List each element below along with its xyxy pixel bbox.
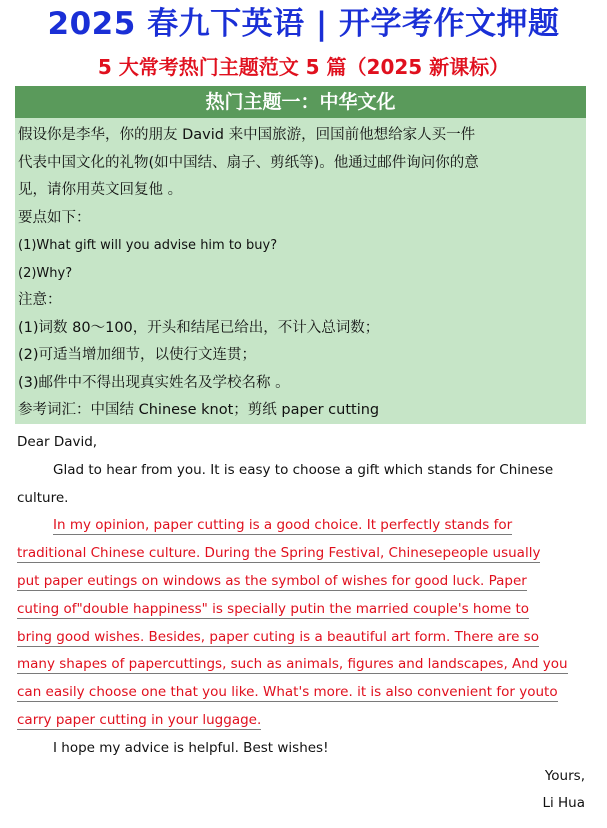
prompt-line: (1)词数 80～100，开头和结尾已给出，不计入总词数； [18,319,380,336]
prompt-line: 参考词汇：中国结 Chinese knot；剪纸 paper cutting [18,402,380,418]
prompt-line: 代表中国文化的礼物(如中国结、扇子、剪纸等)。他通过邮件询问你的意 [18,154,479,171]
letter-body-line: many shapes of papercuttings, such as animals, figures and landscapes, And you [17,656,568,673]
prompt-text [18,122,584,425]
prompt-line: 假设你是李华，你的朋友 David 来中国旅游，回国前他想给家人买一件 [18,127,476,143]
prompt-line: 注意： [18,292,62,308]
prompt-line: (2)Why? [18,265,73,281]
writing-prompt-box [15,86,586,424]
letter-body-line: cuting of"double happiness" is specially putin the married couple's home to [17,600,530,617]
letter-signature: Li Hua [542,795,585,812]
letter-opening-line: Glad to hear from you. It is easy to choose a gift which stands for Chinese [53,461,554,478]
letter-closing: I hope my advice is helpful. Best wishes! [53,739,329,756]
prompt-line: (2)可适当增加细节，以使行文连贯； [18,347,257,363]
sample-letter [17,429,587,818]
topic-heading: 热门主题一：中华文化 [15,86,586,118]
prompt-line: (3)邮件中不得出现真实姓名及学校名称 。 [18,374,290,391]
page-subtitle: 5 大常考热门主题范文 5 篇（2025 新课标） [97,55,510,79]
letter-body-line: traditional Chinese culture. During the Spring Festival, Chinesepeople usually [17,545,541,562]
letter-body-line: bring good wishes. Besides, paper cuting is a beautiful art form. There are so [17,628,539,645]
letter-greeting: Dear David, [17,434,98,450]
prompt-line: (1)What gift will you advise him to buy? [18,238,278,253]
page-title: 2025 春九下英语 | 开学考作文押题 [47,6,560,42]
prompt-line: 要点如下： [18,209,91,226]
letter-body-line: can easily choose one that you like. What's more. it is also convenient for youto [17,684,558,701]
letter-body-line: put paper eutings on windows as the symbol of wishes for good luck. Paper [17,572,527,589]
letter-body-line: In my opinion, paper cutting is a good choice. It perfectly stands for [53,517,513,534]
prompt-line: 见，请你用英文回复他 。 [18,182,183,198]
letter-opening-line: culture. [17,489,69,506]
letter-signoff: Yours, [544,767,585,784]
letter-body-line: carry paper cutting in your luggage. [17,711,262,728]
